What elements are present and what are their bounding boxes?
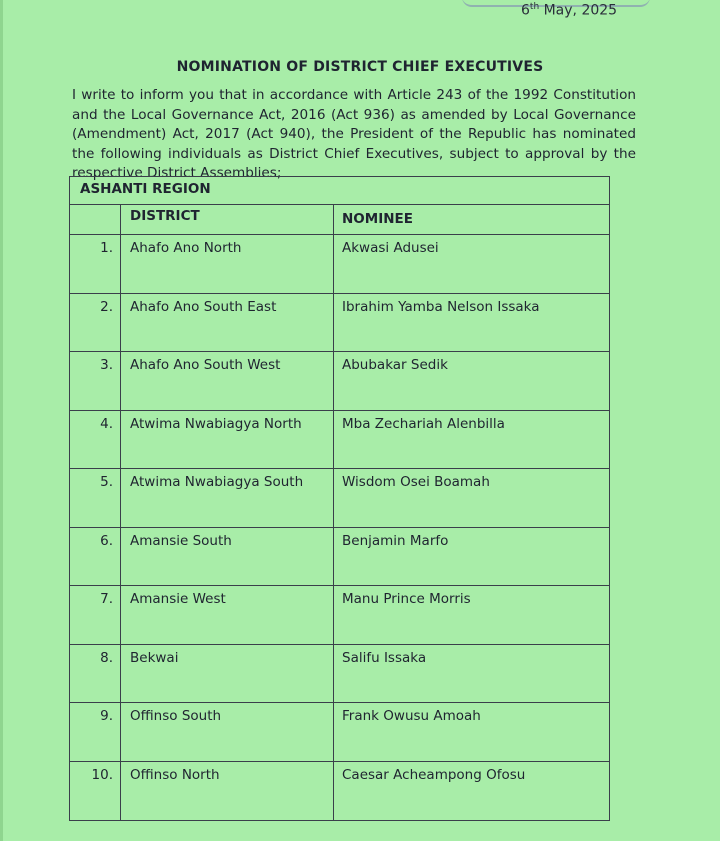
table-row (70, 294, 609, 353)
intro-paragraph: I write to inform you that in accordance with Article 243 of the 1992 Constitution and the Local Governance Act, 2016 (Act 936) as amended by Local Governance (Amendment) Act, 2017 (Act 940), the President of the Republic has nominated the following individuals as District Chief Executives, subject to approval by the respective District Assemblies; (72, 87, 636, 182)
header-nominee: NOMINEE (342, 211, 413, 227)
row-number: 9. (70, 703, 121, 761)
row-number: 5. (70, 469, 121, 527)
row-nominee: Wisdom Osei Boamah (342, 474, 490, 490)
row-number: 7. (70, 586, 121, 644)
row-nominee: Frank Owusu Amoah (342, 708, 481, 724)
row-district: Amansie South (121, 528, 334, 586)
date-day: 6 (521, 2, 530, 19)
row-district: Ahafo Ano South West (121, 352, 334, 410)
header-district: DISTRICT (121, 205, 334, 234)
row-district: Bekwai (121, 645, 334, 703)
row-district: Atwima Nwabiagya South (121, 469, 334, 527)
table-row (70, 586, 609, 645)
row-nominee: Salifu Issaka (342, 649, 427, 666)
row-number: 4. (70, 411, 121, 469)
table-row (70, 352, 609, 411)
table-row (70, 235, 609, 294)
row-nominee: Akwasi Adusei (342, 240, 439, 256)
row-district: Amansie West (121, 586, 334, 644)
row-district: Ahafo Ano South East (121, 294, 334, 352)
table-row (70, 703, 609, 762)
row-number: 10. (70, 762, 121, 821)
table-row (70, 411, 609, 470)
row-nominee: Mba Zechariah Alenbilla (342, 415, 505, 432)
row-number: 3. (70, 352, 121, 410)
document-title: NOMINATION OF DISTRICT CHIEF EXECUTIVES (176, 59, 544, 75)
row-nominee: Caesar Acheampong Ofosu (342, 766, 526, 783)
row-number: 2. (70, 294, 121, 352)
nominees-table (69, 176, 610, 821)
table-row (70, 762, 609, 821)
row-nominee: Manu Prince Morris (342, 591, 471, 607)
row-nominee: Benjamin Marfo (342, 532, 449, 549)
region-heading: ASHANTI REGION (70, 177, 609, 205)
row-district: Atwima Nwabiagya North (121, 411, 334, 469)
header-number (70, 205, 121, 234)
row-district: Offinso North (121, 762, 334, 821)
table-row (70, 645, 609, 704)
table-header-row (70, 205, 609, 235)
row-nominee: Abubakar Sedik (342, 357, 448, 373)
row-number: 8. (70, 645, 121, 703)
table-body (70, 235, 609, 820)
table-row (70, 469, 609, 528)
letter-date (521, 2, 617, 19)
row-number: 1. (70, 235, 121, 293)
table-row (70, 528, 609, 587)
row-number: 6. (70, 528, 121, 586)
row-nominee: Ibrahim Yamba Nelson Issaka (342, 298, 540, 315)
page-edge (0, 0, 3, 841)
row-district: Offinso South (121, 703, 334, 761)
date-suffix: th (529, 2, 540, 12)
row-district: Ahafo Ano North (121, 235, 334, 293)
date-month-year: May, 2025 (539, 2, 618, 19)
